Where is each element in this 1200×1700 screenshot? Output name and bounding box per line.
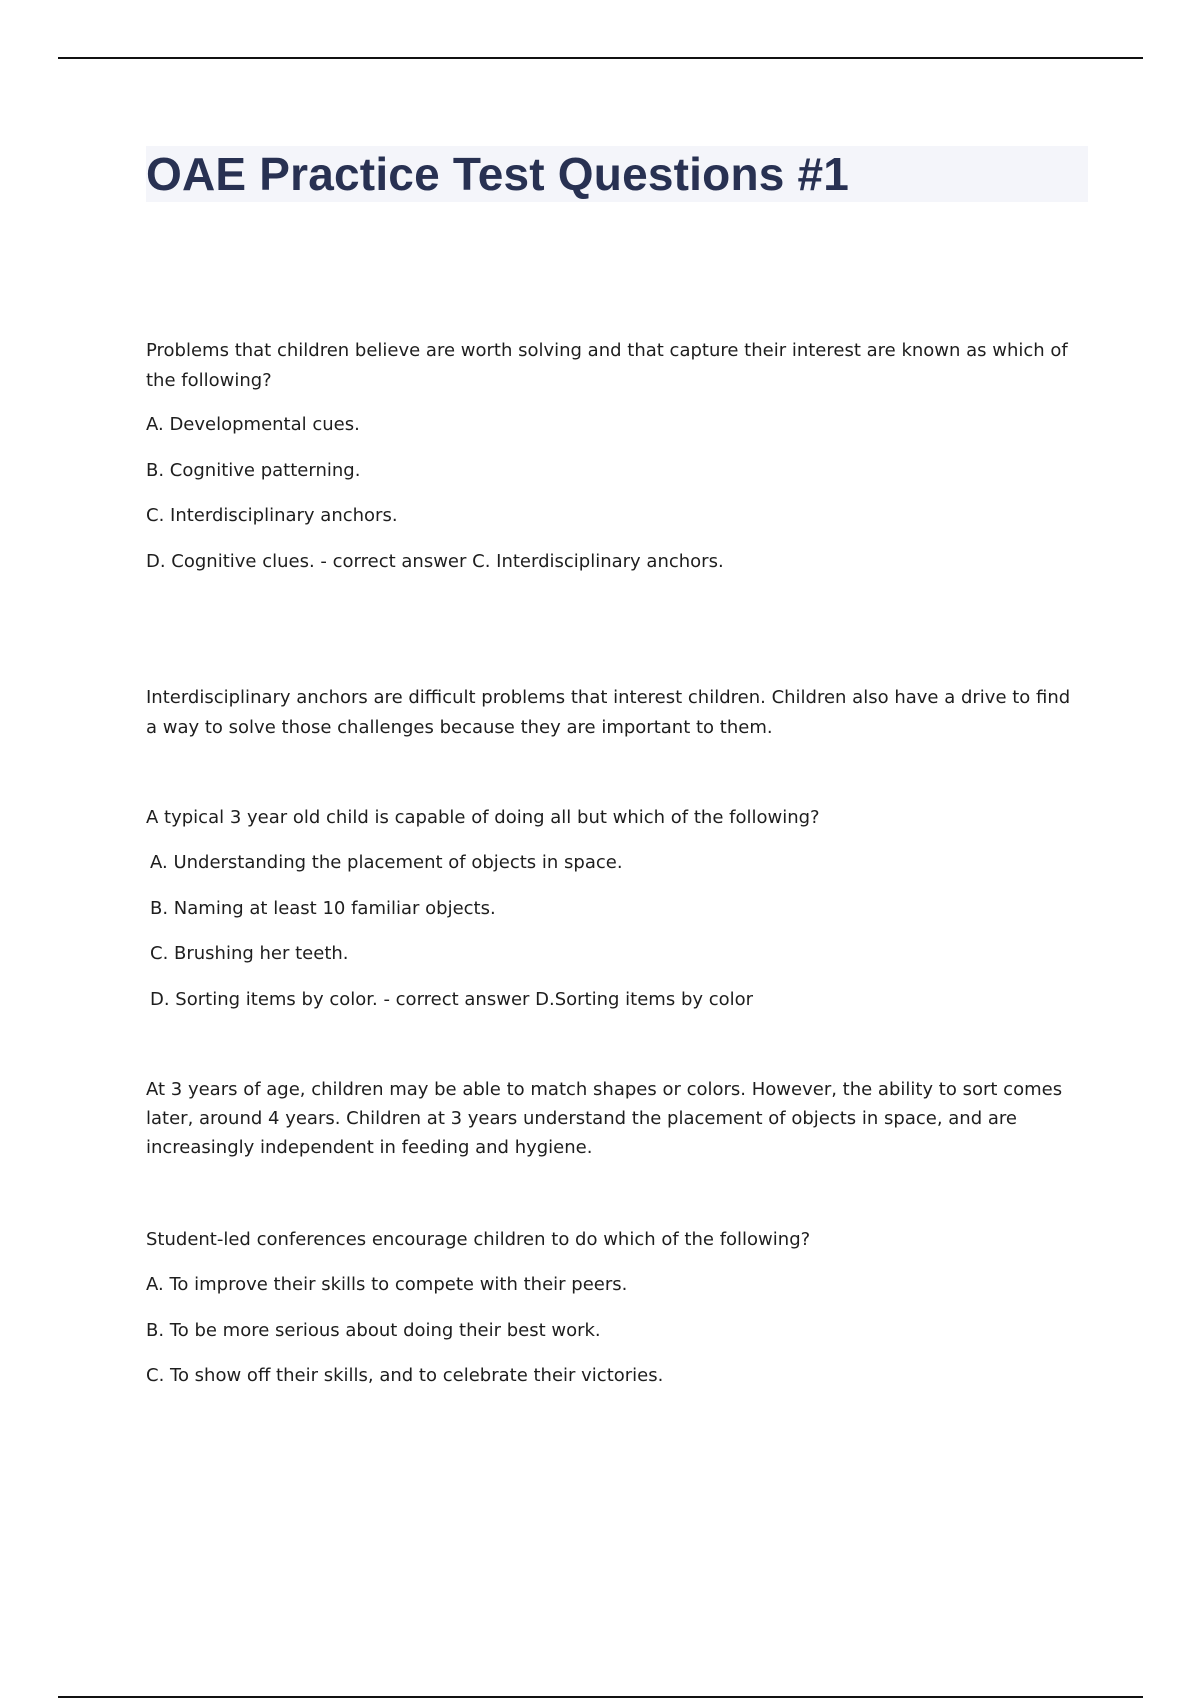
question-2-explanation: At 3 years of age, children may be able to match shapes or colors. However, the ability to sort comes later, around 4 years. Children at 3 years understand the placement of objects in space, and are increasingly independent in feeding and hygiene. (146, 1079, 1063, 1158)
question-2-option-d: D. Sorting items by color. - correct answer D.Sorting items by color (150, 989, 754, 1010)
question-2-text: A typical 3 year old child is capable of doing all but which of the following? (146, 807, 820, 828)
document-title: OAE Practice Test Questions #1 (146, 148, 850, 200)
question-3-text: Student-led conferences encourage children to do which of the following? (146, 1229, 811, 1250)
top-rule (58, 57, 1143, 59)
question-2-option-b: B. Naming at least 10 familiar objects. (150, 898, 496, 919)
question-1-option-b: B. Cognitive patterning. (146, 460, 361, 481)
question-1-option-a: A. Developmental cues. (146, 414, 360, 435)
question-3-option-b: B. To be more serious about doing their best work. (146, 1320, 601, 1341)
question-3-option-a: A. To improve their skills to compete with their peers. (146, 1274, 628, 1295)
bottom-rule (58, 1696, 1143, 1698)
question-1-option-c: C. Interdisciplinary anchors. (146, 505, 398, 526)
question-1-explanation: Interdisciplinary anchors are difficult problems that interest children. Children also have a drive to find a way to solve those challenges because they are important to them. (146, 687, 1071, 738)
question-2-option-a: A. Understanding the placement of objects in space. (150, 852, 623, 873)
question-3-option-c: C. To show off their skills, and to celebrate their victories. (146, 1365, 664, 1386)
question-1-text: Problems that children believe are worth solving and that capture their interest are known as which of the following? (146, 340, 1068, 391)
question-2-option-c: C. Brushing her teeth. (150, 943, 349, 964)
question-1-option-d: D. Cognitive clues. - correct answer C. Interdisciplinary anchors. (146, 551, 724, 572)
